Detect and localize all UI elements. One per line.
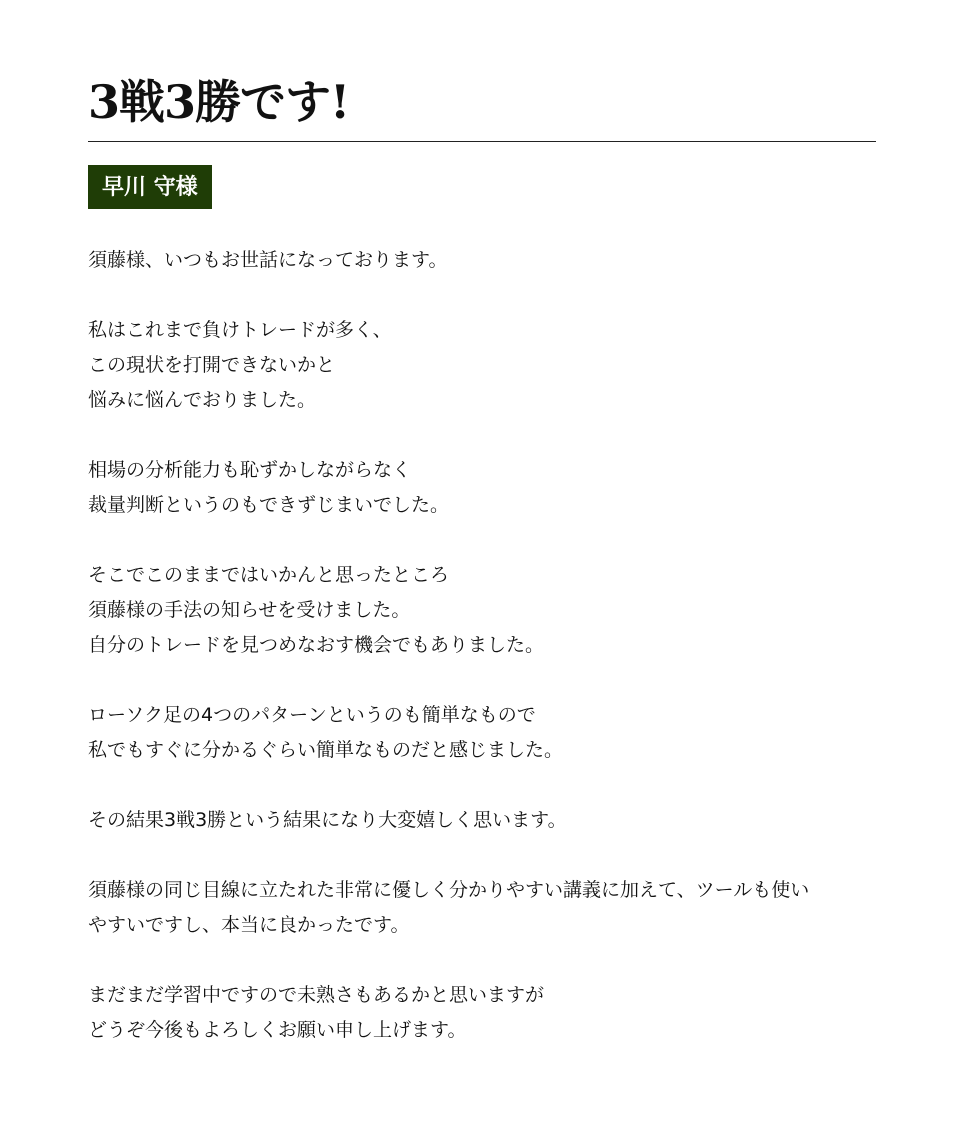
text-line: 須藤様の手法の知らせを受けました。	[88, 599, 411, 621]
text-line: ローソク足の4つのパターンというのも簡単なもので	[88, 704, 536, 726]
paragraph	[88, 803, 883, 838]
text-line: 相場の分析能力も恥ずかしながらなく	[88, 459, 412, 481]
paragraph	[88, 313, 883, 418]
text-line: そこでこのままではいかんと思ったところ	[88, 564, 450, 586]
text-line: 自分のトレードを見つめなおす機会でもありました。	[88, 634, 545, 656]
paragraph	[88, 978, 883, 1048]
customer-name-badge: 早川 守様	[88, 165, 212, 209]
text-line: やすいですし、本当に良かったです。	[88, 914, 410, 936]
text-line: 裁量判断というのもできずじまいでした。	[88, 494, 450, 516]
paragraph	[88, 873, 883, 943]
title-divider	[88, 141, 876, 142]
paragraph	[88, 698, 883, 768]
text-line: 私はこれまで負けトレードが多く、	[88, 319, 392, 341]
page-title: 3戦3勝です!	[88, 75, 350, 129]
text-line: 悩みに悩んでおりました。	[88, 389, 317, 411]
testimonial-body	[88, 243, 883, 1083]
paragraph	[88, 558, 883, 663]
text-line: 須藤様の同じ目線に立たれた非常に優しく分かりやすい講義に加えて、ツールも使い	[88, 879, 810, 901]
text-line: どうぞ今後もよろしくお願い申し上げます。	[88, 1019, 467, 1041]
text-line: 須藤様、いつもお世話になっております。	[88, 249, 448, 271]
paragraph	[88, 243, 883, 278]
text-line: 私でもすぐに分かるぐらい簡単なものだと感じました。	[88, 739, 564, 761]
text-line: その結果3戦3勝という結果になり大変嬉しく思います。	[88, 809, 567, 831]
text-line: この現状を打開できないかと	[88, 354, 336, 376]
paragraph	[88, 453, 883, 523]
text-line: まだまだ学習中ですので未熟さもあるかと思いますが	[88, 984, 545, 1006]
